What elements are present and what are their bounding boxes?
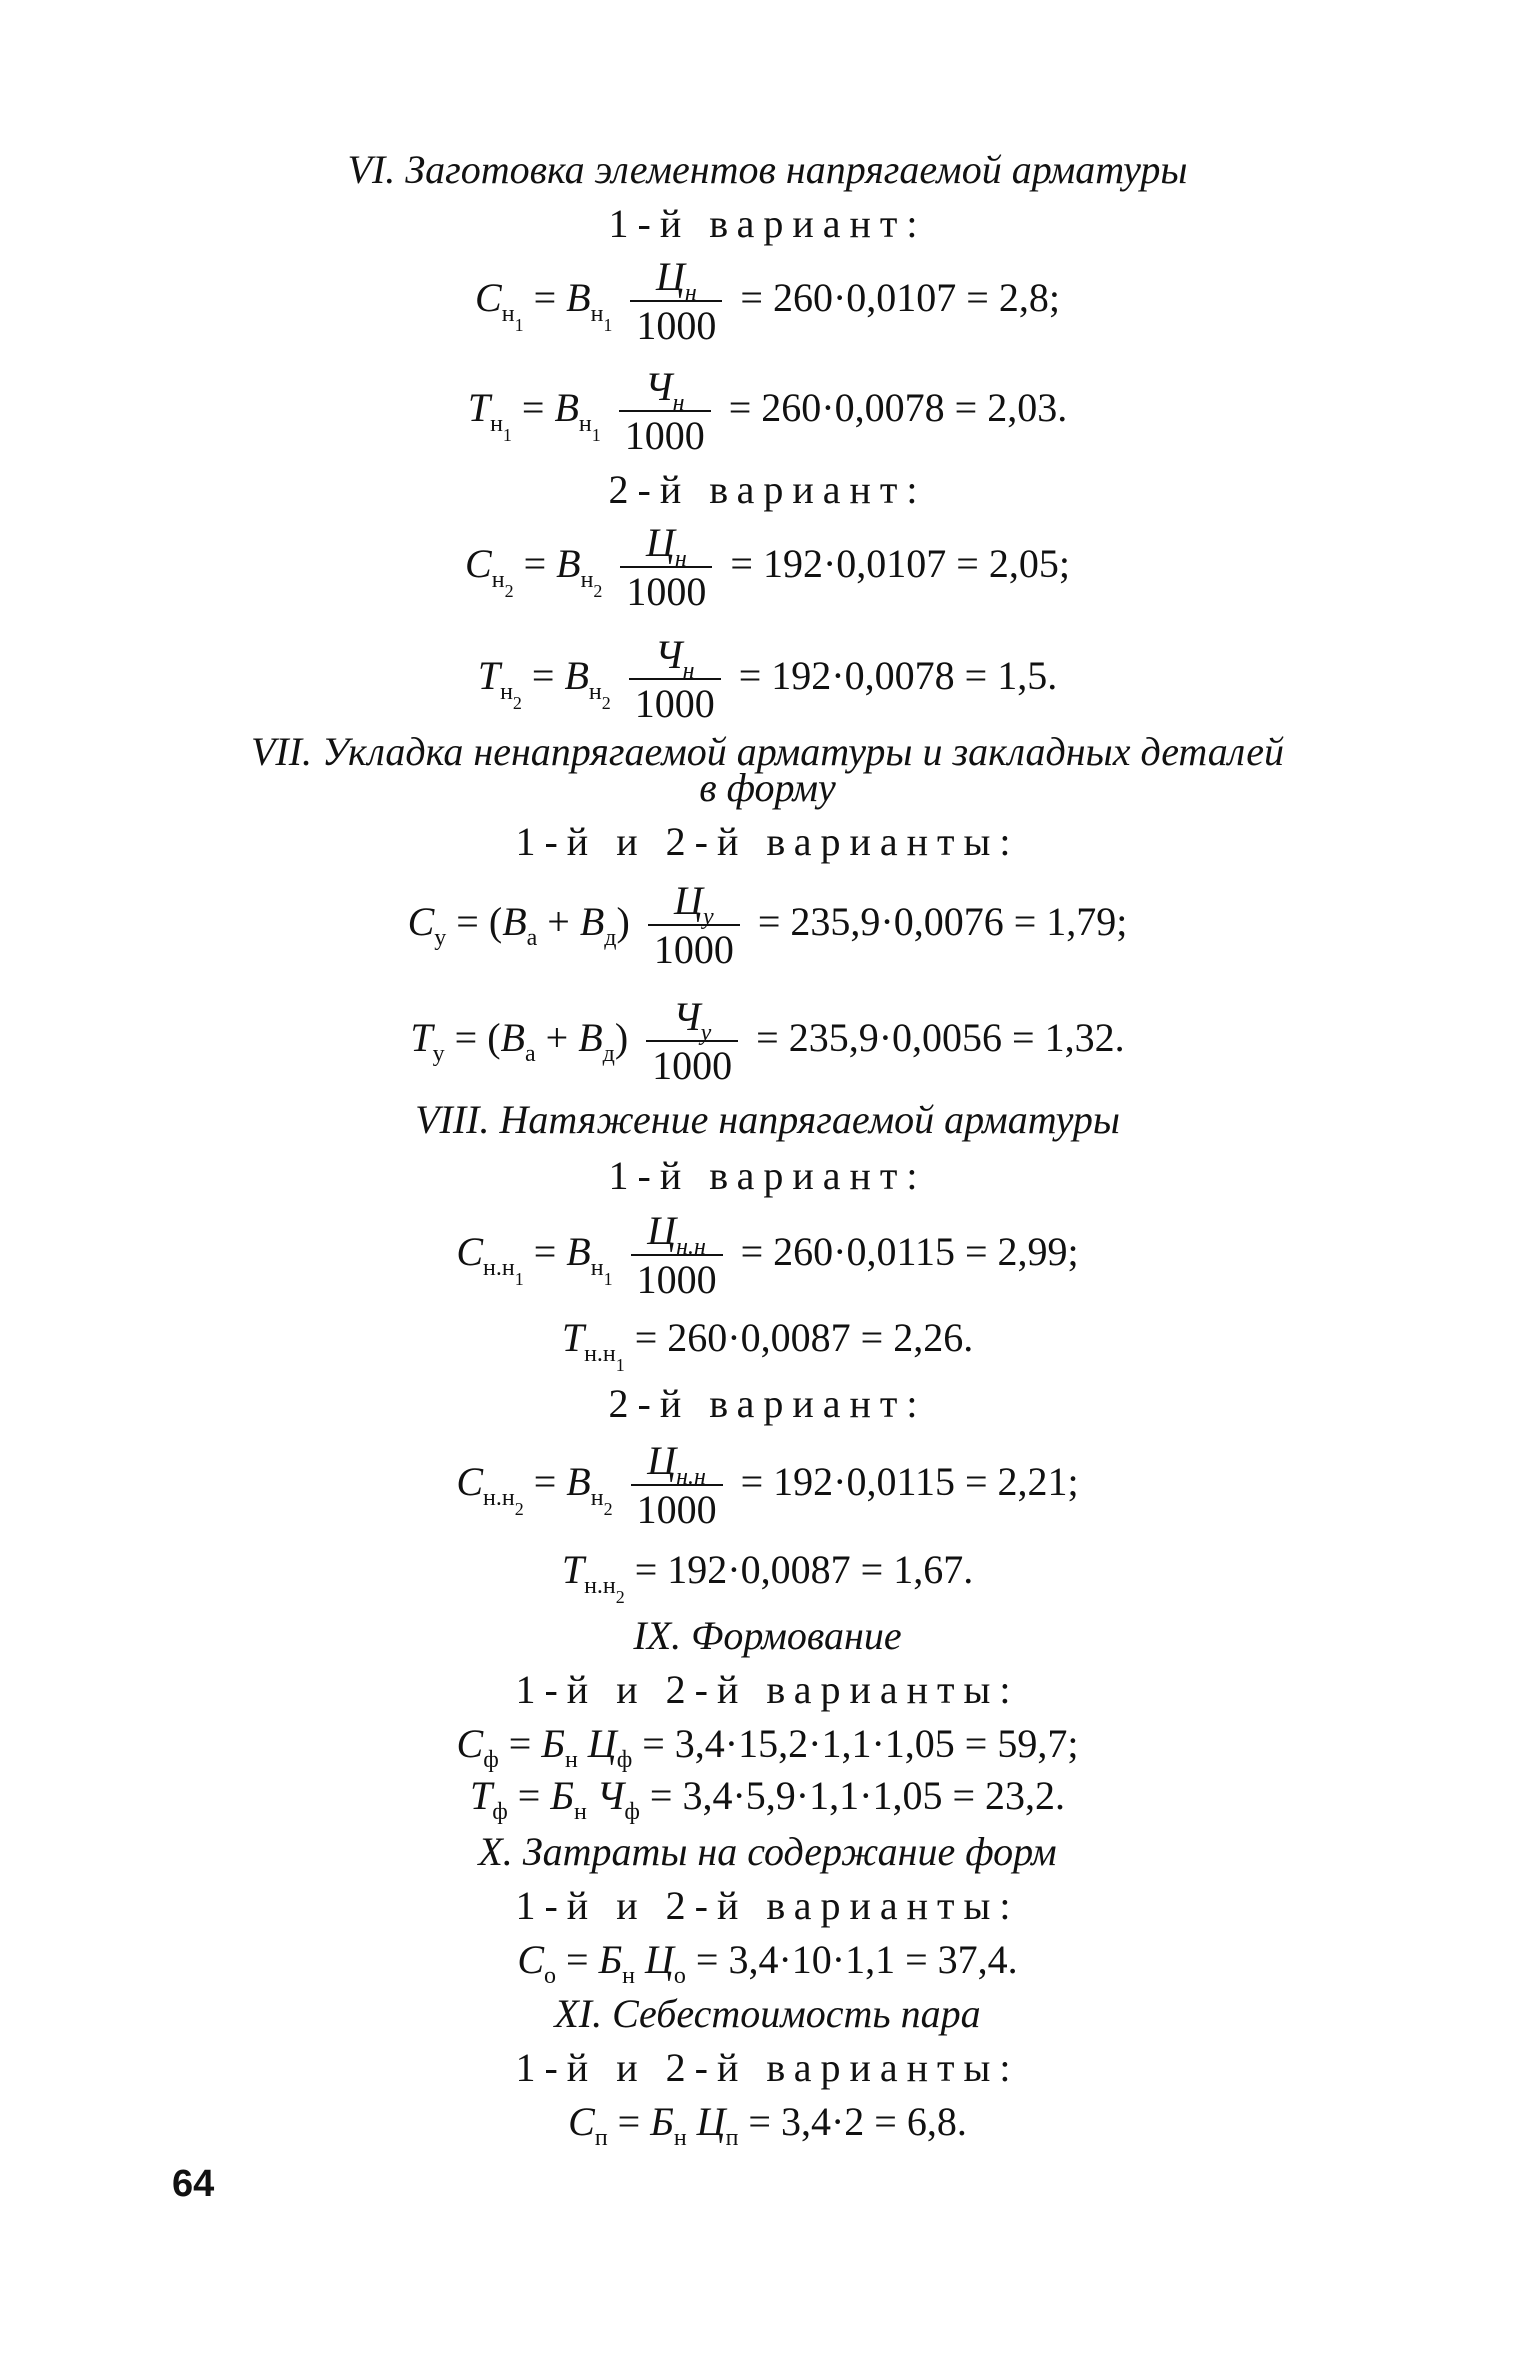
section-6-variant-1-label: 1-й вариант: xyxy=(608,201,927,246)
fraction: $\frac{Ц_н}{1000}$ xyxy=(620,520,712,616)
fraction: $\frac{Ц_{н.н}}{1000}$ xyxy=(631,1438,723,1534)
section-7-variants-label: 1-й и 2-й варианты: xyxy=(515,819,1020,864)
section-10-variants-label: 1-й и 2-й варианты: xyxy=(515,1883,1020,1928)
formula-rhs: = 192·0,0107 = 2,05; xyxy=(730,541,1070,587)
formula-rhs: = 3,4·5,9·1,1·1,05 = 23,2. xyxy=(649,1773,1065,1818)
section-8-title: VIII. Натяжение напрягаемой арматуры xyxy=(415,1097,1120,1142)
formula-s9-cost: $С_ф = Б_н$ $Ц_ф = 3,4\cdot 15,2\cdot 1,1\cdot 1,05 = 59,7$; xyxy=(456,1721,1079,1773)
fraction: $\frac{Ч_н}{1000}$ xyxy=(629,632,721,728)
fraction: $\frac{Ч_н}{1000}$ xyxy=(619,364,711,460)
formula-s8-cost-1: $С_{н.н_1} = В_{н_1}$ $\frac{Ц_{н.н}}{1000}$ = 260·0,0115 = 2,99; xyxy=(456,1208,1079,1302)
formula-s8-labor-2: $Т_{н.н_2} = 192\cdot 0,0087 = 1,67$. xyxy=(561,1547,974,1607)
formula-rhs: = 192·0,0087 = 1,67. xyxy=(634,1547,974,1592)
fraction: $\frac{Ц_н}{1000}$ xyxy=(630,254,722,350)
formula-rhs: = 192·0,0078 = 1,5. xyxy=(738,653,1058,699)
formula-s7-labor: $Т_у = (В_а + В_д)$ $\frac{Ч_у}{1000}$ = 235,9·0,0056 = 1,32. xyxy=(410,994,1125,1088)
formula-rhs: = 260·0,0087 = 2,26. xyxy=(634,1315,974,1360)
formula-s9-labor: $Т_ф = Б_н$ $Ч_ф = 3,4\cdot 5,9\cdot 1,1\cdot 1,05 = 23,2$. xyxy=(469,1773,1065,1825)
formula-rhs: = 260·0,0115 = 2,99; xyxy=(740,1229,1079,1275)
section-6-title: VI. Заготовка элементов напрягаемой арматуры xyxy=(347,147,1188,192)
formula-s11-cost: $С_п = Б_н$ $Ц_п = 3,4\cdot 2 = 6,8$. xyxy=(568,2099,967,2151)
section-9-variants-label: 1-й и 2-й варианты: xyxy=(515,1667,1020,1712)
fraction: $\frac{Ц_{н.н}}{1000}$ xyxy=(631,1208,723,1304)
formula-s6-labor-2: $Т_{н_2} = В_{н_2}$ $\frac{Ч_н}{1000}$ = 192·0,0078 = 1,5. xyxy=(477,632,1058,726)
formula-rhs: = 3,4·15,2·1,1·1,05 = 59,7; xyxy=(642,1721,1079,1766)
formula-s6-cost-2: $С_{н_2} = В_{н_2}$ $\frac{Ц_н}{1000}$ = 192·0,0107 = 2,05; xyxy=(465,520,1070,614)
section-11-variants-label: 1-й и 2-й варианты: xyxy=(515,2045,1020,2090)
section-8-variant-1-label: 1-й вариант: xyxy=(608,1153,927,1198)
section-7-title-line-2: в форму xyxy=(699,765,836,810)
formula-rhs: = 192·0,0115 = 2,21; xyxy=(740,1459,1079,1505)
section-10-title: X. Затраты на содержание форм xyxy=(478,1829,1057,1874)
section-9-title: IX. Формование xyxy=(633,1613,902,1658)
formula-rhs: = 235,9·0,0056 = 1,32. xyxy=(756,1015,1125,1061)
page-number: 64 xyxy=(172,2163,215,2205)
formula-s8-cost-2: $С_{н.н_2} = В_{н_2}$ $\frac{Ц_{н.н}}{1000}$ = 192·0,0115 = 2,21; xyxy=(456,1438,1079,1532)
formula-rhs: = 3,4·2 = 6,8. xyxy=(748,2099,967,2144)
section-7-title-line-1: VII. Укладка ненапрягаемой арматуры и закладных деталей xyxy=(250,729,1284,774)
section-8-variant-2-label: 2-й вариант: xyxy=(608,1381,927,1426)
fraction: $\frac{Ц_у}{1000}$ xyxy=(648,878,740,974)
formula-s10-cost: $С_о = Б_н$ $Ц_о = 3,4\cdot 10\cdot 1,1 = 37,4$. xyxy=(517,1937,1018,1989)
formula-rhs: = 260·0,0078 = 2,03. xyxy=(728,385,1068,431)
formula-rhs: = 260·0,0107 = 2,8; xyxy=(740,275,1060,321)
formula-s6-labor-1: $Т_{н_1} = В_{н_1}$ $\frac{Ч_н}{1000}$ = 260·0,0078 = 2,03. xyxy=(467,364,1068,458)
section-11-title: XI. Себестоимость пара xyxy=(554,1991,981,2036)
formula-s6-cost-1: $С_{н_1} = В_{н_1}$ $\frac{Ц_н}{1000}$ = 260·0,0107 = 2,8; xyxy=(475,254,1060,348)
formula-rhs: = 3,4·10·1,1 = 37,4. xyxy=(695,1937,1018,1982)
formula-s8-labor-1: $Т_{н.н_1} = 260\cdot 0,0087 = 2,26$. xyxy=(561,1315,974,1375)
formula-rhs: = 235,9·0,0076 = 1,79; xyxy=(757,899,1128,945)
section-6-variant-2-label: 2-й вариант: xyxy=(608,467,927,512)
fraction: $\frac{Ч_у}{1000}$ xyxy=(646,994,738,1090)
formula-s7-cost: $С_у = (В_а + В_д)$ $\frac{Ц_у}{1000}$ = 235,9·0,0076 = 1,79; xyxy=(407,878,1128,972)
